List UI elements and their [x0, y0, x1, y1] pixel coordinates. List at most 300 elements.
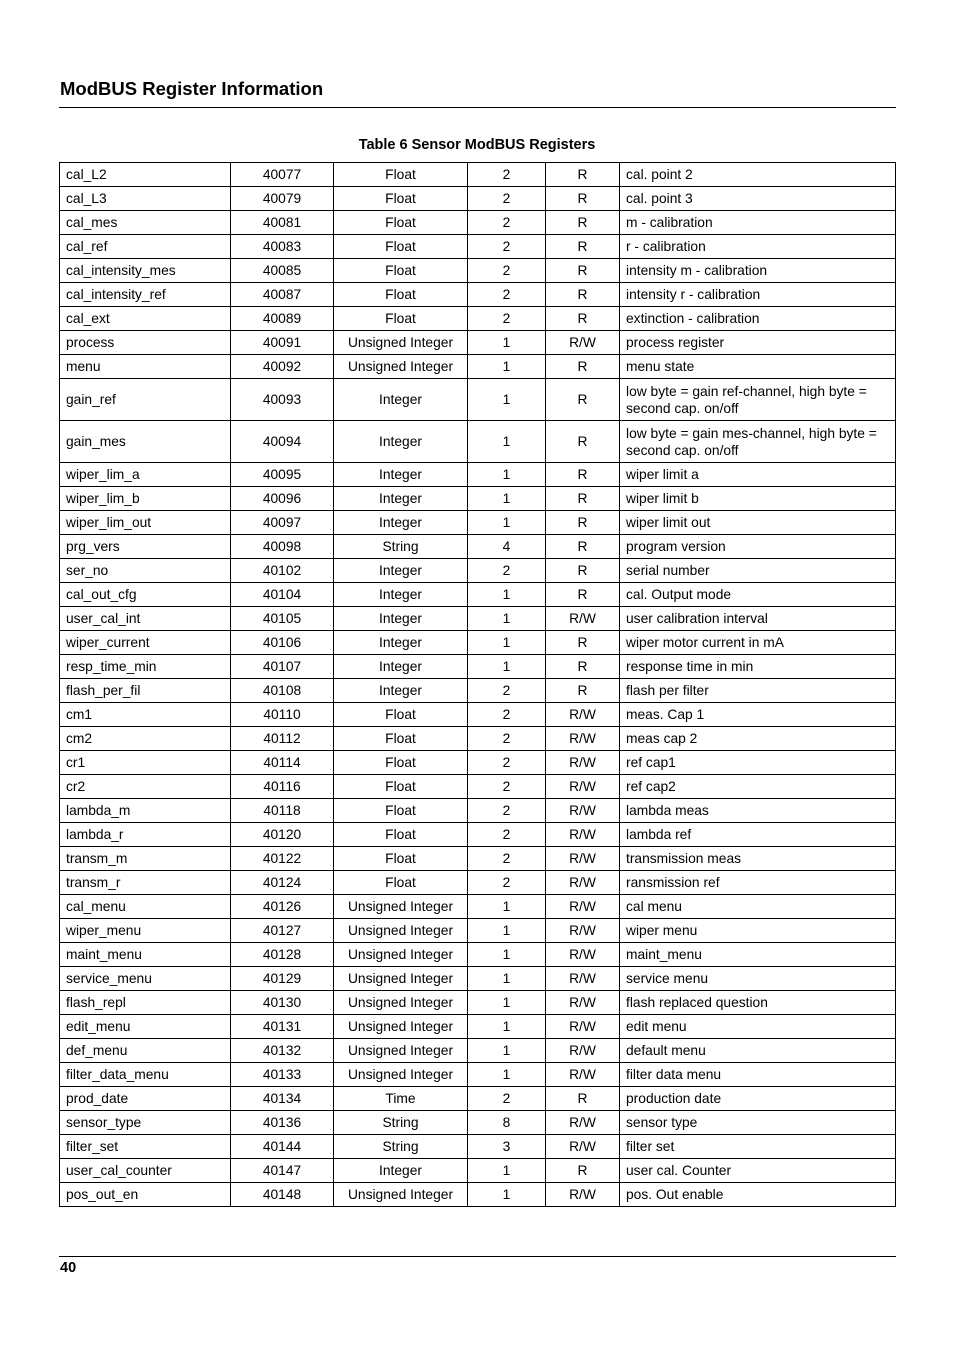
cell-description: cal. point 3 — [620, 187, 896, 211]
cell-description: ref cap2 — [620, 775, 896, 799]
cell-tag-name: wiper_lim_a — [60, 463, 231, 487]
cell-description: flash replaced question — [620, 991, 896, 1015]
cell-register: 40104 — [231, 583, 334, 607]
cell-data-type: Unsigned Integer — [334, 991, 468, 1015]
cell-description: ransmission ref — [620, 871, 896, 895]
cell-length: 4 — [468, 535, 546, 559]
cell-register: 40096 — [231, 487, 334, 511]
cell-read-write: R — [546, 307, 620, 331]
cell-data-type: Unsigned Integer — [334, 1183, 468, 1207]
cell-read-write: R/W — [546, 1015, 620, 1039]
cell-data-type: Float — [334, 751, 468, 775]
cell-tag-name: maint_menu — [60, 943, 231, 967]
cell-length: 1 — [468, 487, 546, 511]
cell-data-type: Time — [334, 1087, 468, 1111]
cell-tag-name: wiper_menu — [60, 919, 231, 943]
cell-read-write: R/W — [546, 703, 620, 727]
cell-register: 40136 — [231, 1111, 334, 1135]
cell-description: intensity r - calibration — [620, 283, 896, 307]
cell-read-write: R/W — [546, 727, 620, 751]
cell-register: 40116 — [231, 775, 334, 799]
cell-tag-name: user_cal_int — [60, 607, 231, 631]
cell-tag-name: cal_intensity_mes — [60, 259, 231, 283]
cell-length: 2 — [468, 307, 546, 331]
table-row — [60, 283, 896, 307]
cell-tag-name: cal_menu — [60, 895, 231, 919]
cell-description: service menu — [620, 967, 896, 991]
cell-register: 40129 — [231, 967, 334, 991]
header-divider — [59, 107, 896, 108]
cell-length: 1 — [468, 379, 546, 421]
cell-length: 2 — [468, 703, 546, 727]
cell-description: menu state — [620, 355, 896, 379]
cell-register: 40126 — [231, 895, 334, 919]
cell-length: 2 — [468, 823, 546, 847]
cell-read-write: R — [546, 655, 620, 679]
cell-register: 40105 — [231, 607, 334, 631]
cell-register: 40130 — [231, 991, 334, 1015]
cell-data-type: Float — [334, 163, 468, 187]
cell-read-write: R/W — [546, 823, 620, 847]
cell-description: extinction - calibration — [620, 307, 896, 331]
cell-tag-name: prg_vers — [60, 535, 231, 559]
cell-register: 40079 — [231, 187, 334, 211]
cell-register: 40110 — [231, 703, 334, 727]
cell-data-type: Float — [334, 871, 468, 895]
cell-register: 40085 — [231, 259, 334, 283]
cell-register: 40083 — [231, 235, 334, 259]
page-number: 40 — [60, 1260, 77, 1276]
footer-divider — [59, 1256, 896, 1257]
cell-data-type: Float — [334, 775, 468, 799]
cell-register: 40102 — [231, 559, 334, 583]
cell-data-type: Unsigned Integer — [334, 1063, 468, 1087]
cell-read-write: R/W — [546, 331, 620, 355]
modbus-register-table — [59, 162, 896, 1207]
table-row — [60, 1063, 896, 1087]
cell-description: filter set — [620, 1135, 896, 1159]
cell-description: low byte = gain ref-channel, high byte = second cap. on/off — [620, 379, 896, 421]
cell-register: 40128 — [231, 943, 334, 967]
table-row — [60, 307, 896, 331]
cell-tag-name: wiper_lim_b — [60, 487, 231, 511]
table-row — [60, 235, 896, 259]
cell-tag-name: cal_out_cfg — [60, 583, 231, 607]
cell-description: user calibration interval — [620, 607, 896, 631]
cell-register: 40132 — [231, 1039, 334, 1063]
cell-tag-name: cm1 — [60, 703, 231, 727]
cell-description: wiper motor current in mA — [620, 631, 896, 655]
table-row — [60, 187, 896, 211]
cell-register: 40092 — [231, 355, 334, 379]
cell-length: 1 — [468, 631, 546, 655]
cell-description: process register — [620, 331, 896, 355]
cell-description: program version — [620, 535, 896, 559]
cell-register: 40097 — [231, 511, 334, 535]
cell-read-write: R/W — [546, 847, 620, 871]
cell-register: 40127 — [231, 919, 334, 943]
cell-read-write: R/W — [546, 1039, 620, 1063]
cell-data-type: Unsigned Integer — [334, 943, 468, 967]
cell-read-write: R — [546, 163, 620, 187]
cell-read-write: R — [546, 679, 620, 703]
cell-register: 40112 — [231, 727, 334, 751]
cell-length: 2 — [468, 163, 546, 187]
cell-read-write: R — [546, 1087, 620, 1111]
cell-data-type: Unsigned Integer — [334, 919, 468, 943]
cell-tag-name: transm_m — [60, 847, 231, 871]
cell-read-write: R/W — [546, 799, 620, 823]
cell-length: 1 — [468, 1015, 546, 1039]
cell-description: default menu — [620, 1039, 896, 1063]
cell-description: low byte = gain mes-channel, high byte = second cap. on/off — [620, 421, 896, 463]
cell-tag-name: flash_repl — [60, 991, 231, 1015]
cell-register: 40094 — [231, 421, 334, 463]
cell-data-type: String — [334, 1111, 468, 1135]
table-row — [60, 1135, 896, 1159]
table-body — [60, 163, 896, 1207]
table-row — [60, 1183, 896, 1207]
cell-read-write: R/W — [546, 751, 620, 775]
cell-data-type: Integer — [334, 463, 468, 487]
cell-tag-name: cal_mes — [60, 211, 231, 235]
cell-register: 40089 — [231, 307, 334, 331]
table-row — [60, 355, 896, 379]
table-row — [60, 991, 896, 1015]
cell-description: meas cap 2 — [620, 727, 896, 751]
cell-tag-name: prod_date — [60, 1087, 231, 1111]
table-row — [60, 1159, 896, 1183]
cell-tag-name: cal_intensity_ref — [60, 283, 231, 307]
cell-read-write: R/W — [546, 1063, 620, 1087]
cell-tag-name: menu — [60, 355, 231, 379]
cell-read-write: R — [546, 187, 620, 211]
cell-length: 2 — [468, 283, 546, 307]
cell-register: 40093 — [231, 379, 334, 421]
cell-read-write: R — [546, 535, 620, 559]
cell-register: 40131 — [231, 1015, 334, 1039]
cell-description: sensor type — [620, 1111, 896, 1135]
cell-register: 40106 — [231, 631, 334, 655]
cell-data-type: Integer — [334, 607, 468, 631]
cell-tag-name: gain_ref — [60, 379, 231, 421]
table-row — [60, 163, 896, 187]
cell-length: 1 — [468, 463, 546, 487]
cell-tag-name: flash_per_fil — [60, 679, 231, 703]
cell-length: 1 — [468, 895, 546, 919]
cell-data-type: Unsigned Integer — [334, 895, 468, 919]
cell-data-type: Integer — [334, 583, 468, 607]
cell-register: 40107 — [231, 655, 334, 679]
cell-length: 1 — [468, 421, 546, 463]
cell-read-write: R — [546, 583, 620, 607]
cell-length: 1 — [468, 1063, 546, 1087]
table-row — [60, 1111, 896, 1135]
cell-length: 1 — [468, 583, 546, 607]
cell-data-type: Integer — [334, 559, 468, 583]
cell-data-type: Integer — [334, 379, 468, 421]
cell-read-write: R — [546, 379, 620, 421]
cell-length: 2 — [468, 679, 546, 703]
cell-data-type: Integer — [334, 421, 468, 463]
table-row — [60, 895, 896, 919]
cell-description: cal menu — [620, 895, 896, 919]
table-row — [60, 655, 896, 679]
table-row — [60, 559, 896, 583]
cell-read-write: R/W — [546, 895, 620, 919]
cell-read-write: R — [546, 463, 620, 487]
cell-length: 8 — [468, 1111, 546, 1135]
cell-data-type: Float — [334, 283, 468, 307]
cell-length: 2 — [468, 847, 546, 871]
cell-description: user cal. Counter — [620, 1159, 896, 1183]
cell-register: 40133 — [231, 1063, 334, 1087]
cell-read-write: R — [546, 259, 620, 283]
cell-data-type: Float — [334, 307, 468, 331]
cell-length: 1 — [468, 967, 546, 991]
cell-tag-name: wiper_current — [60, 631, 231, 655]
cell-data-type: Integer — [334, 487, 468, 511]
cell-data-type: Unsigned Integer — [334, 1015, 468, 1039]
table-row — [60, 703, 896, 727]
cell-tag-name: cal_L2 — [60, 163, 231, 187]
cell-data-type: Float — [334, 847, 468, 871]
cell-register: 40148 — [231, 1183, 334, 1207]
cell-tag-name: transm_r — [60, 871, 231, 895]
cell-description: transmission meas — [620, 847, 896, 871]
cell-description: lambda ref — [620, 823, 896, 847]
cell-length: 2 — [468, 235, 546, 259]
cell-tag-name: lambda_r — [60, 823, 231, 847]
cell-tag-name: service_menu — [60, 967, 231, 991]
cell-description: response time in min — [620, 655, 896, 679]
table-row — [60, 1087, 896, 1111]
cell-length: 2 — [468, 727, 546, 751]
cell-tag-name: sensor_type — [60, 1111, 231, 1135]
table-row — [60, 487, 896, 511]
cell-data-type: Integer — [334, 1159, 468, 1183]
cell-read-write: R — [546, 511, 620, 535]
cell-tag-name: lambda_m — [60, 799, 231, 823]
table-row — [60, 259, 896, 283]
table-row — [60, 211, 896, 235]
cell-length: 1 — [468, 1039, 546, 1063]
cell-length: 2 — [468, 259, 546, 283]
cell-description: production date — [620, 1087, 896, 1111]
cell-data-type: Unsigned Integer — [334, 967, 468, 991]
cell-description: intensity m - calibration — [620, 259, 896, 283]
cell-data-type: Integer — [334, 655, 468, 679]
cell-length: 1 — [468, 1183, 546, 1207]
cell-read-write: R/W — [546, 607, 620, 631]
table-row — [60, 535, 896, 559]
cell-read-write: R — [546, 487, 620, 511]
cell-length: 1 — [468, 607, 546, 631]
cell-data-type: Unsigned Integer — [334, 1039, 468, 1063]
cell-length: 2 — [468, 559, 546, 583]
cell-tag-name: wiper_lim_out — [60, 511, 231, 535]
cell-data-type: Float — [334, 211, 468, 235]
cell-read-write: R — [546, 235, 620, 259]
cell-tag-name: filter_set — [60, 1135, 231, 1159]
cell-description: ref cap1 — [620, 751, 896, 775]
cell-register: 40120 — [231, 823, 334, 847]
cell-read-write: R/W — [546, 991, 620, 1015]
cell-data-type: Unsigned Integer — [334, 331, 468, 355]
cell-read-write: R/W — [546, 1135, 620, 1159]
cell-length: 1 — [468, 991, 546, 1015]
cell-tag-name: cm2 — [60, 727, 231, 751]
table-row — [60, 799, 896, 823]
cell-read-write: R/W — [546, 967, 620, 991]
cell-tag-name: process — [60, 331, 231, 355]
cell-register: 40134 — [231, 1087, 334, 1111]
cell-description: wiper limit b — [620, 487, 896, 511]
cell-register: 40147 — [231, 1159, 334, 1183]
page-title: ModBUS Register Information — [60, 78, 324, 99]
cell-read-write: R — [546, 1159, 620, 1183]
cell-length: 1 — [468, 511, 546, 535]
table-row — [60, 679, 896, 703]
cell-description: wiper limit out — [620, 511, 896, 535]
cell-read-write: R/W — [546, 871, 620, 895]
cell-description: cal. Output mode — [620, 583, 896, 607]
cell-register: 40081 — [231, 211, 334, 235]
cell-length: 2 — [468, 799, 546, 823]
cell-register: 40114 — [231, 751, 334, 775]
table-row — [60, 331, 896, 355]
cell-description: maint_menu — [620, 943, 896, 967]
cell-data-type: Float — [334, 259, 468, 283]
table-row — [60, 1015, 896, 1039]
cell-register: 40087 — [231, 283, 334, 307]
cell-description: r - calibration — [620, 235, 896, 259]
cell-description: flash per filter — [620, 679, 896, 703]
cell-data-type: Float — [334, 823, 468, 847]
cell-description: meas. Cap 1 — [620, 703, 896, 727]
cell-length: 2 — [468, 187, 546, 211]
cell-data-type: Float — [334, 727, 468, 751]
cell-tag-name: cr2 — [60, 775, 231, 799]
cell-data-type: Float — [334, 703, 468, 727]
cell-tag-name: resp_time_min — [60, 655, 231, 679]
cell-description: serial number — [620, 559, 896, 583]
cell-read-write: R — [546, 631, 620, 655]
cell-read-write: R — [546, 283, 620, 307]
cell-read-write: R/W — [546, 1111, 620, 1135]
table-row — [60, 631, 896, 655]
cell-description: wiper menu — [620, 919, 896, 943]
table-row — [60, 607, 896, 631]
table-row — [60, 421, 896, 463]
cell-length: 2 — [468, 751, 546, 775]
table-row — [60, 919, 896, 943]
cell-read-write: R/W — [546, 775, 620, 799]
table-caption: Table 6 Sensor ModBUS Registers — [358, 137, 596, 153]
cell-data-type: Integer — [334, 511, 468, 535]
cell-description: edit menu — [620, 1015, 896, 1039]
cell-tag-name: filter_data_menu — [60, 1063, 231, 1087]
cell-read-write: R/W — [546, 1183, 620, 1207]
cell-tag-name: cr1 — [60, 751, 231, 775]
cell-tag-name: cal_L3 — [60, 187, 231, 211]
cell-description: pos. Out enable — [620, 1183, 896, 1207]
cell-read-write: R/W — [546, 919, 620, 943]
table-row — [60, 775, 896, 799]
table-row — [60, 943, 896, 967]
cell-description: cal. point 2 — [620, 163, 896, 187]
cell-tag-name: def_menu — [60, 1039, 231, 1063]
table-row — [60, 583, 896, 607]
cell-register: 40077 — [231, 163, 334, 187]
cell-data-type: Unsigned Integer — [334, 355, 468, 379]
cell-tag-name: cal_ext — [60, 307, 231, 331]
cell-read-write: R — [546, 421, 620, 463]
table-row — [60, 871, 896, 895]
cell-data-type: String — [334, 1135, 468, 1159]
cell-register: 40122 — [231, 847, 334, 871]
cell-tag-name: gain_mes — [60, 421, 231, 463]
cell-read-write: R — [546, 211, 620, 235]
cell-length: 1 — [468, 943, 546, 967]
cell-data-type: Float — [334, 799, 468, 823]
table-row — [60, 1039, 896, 1063]
cell-register: 40118 — [231, 799, 334, 823]
cell-register: 40144 — [231, 1135, 334, 1159]
table-row — [60, 379, 896, 421]
cell-register: 40095 — [231, 463, 334, 487]
cell-length: 1 — [468, 355, 546, 379]
cell-description: wiper limit a — [620, 463, 896, 487]
table-row — [60, 727, 896, 751]
cell-register: 40108 — [231, 679, 334, 703]
table-row — [60, 463, 896, 487]
table-row — [60, 823, 896, 847]
cell-length: 1 — [468, 1159, 546, 1183]
cell-length: 2 — [468, 775, 546, 799]
cell-read-write: R/W — [546, 943, 620, 967]
cell-register: 40091 — [231, 331, 334, 355]
cell-data-type: Float — [334, 187, 468, 211]
table-row — [60, 751, 896, 775]
cell-length: 1 — [468, 919, 546, 943]
cell-length: 2 — [468, 1087, 546, 1111]
cell-length: 1 — [468, 655, 546, 679]
cell-tag-name: user_cal_counter — [60, 1159, 231, 1183]
cell-data-type: Integer — [334, 679, 468, 703]
cell-length: 2 — [468, 871, 546, 895]
table-row — [60, 847, 896, 871]
table-row — [60, 511, 896, 535]
cell-length: 2 — [468, 211, 546, 235]
cell-description: lambda meas — [620, 799, 896, 823]
cell-data-type: Integer — [334, 631, 468, 655]
cell-read-write: R — [546, 355, 620, 379]
cell-read-write: R — [546, 559, 620, 583]
cell-description: m - calibration — [620, 211, 896, 235]
cell-tag-name: edit_menu — [60, 1015, 231, 1039]
cell-description: filter data menu — [620, 1063, 896, 1087]
cell-register: 40124 — [231, 871, 334, 895]
cell-length: 1 — [468, 331, 546, 355]
cell-tag-name: cal_ref — [60, 235, 231, 259]
cell-data-type: Float — [334, 235, 468, 259]
cell-tag-name: pos_out_en — [60, 1183, 231, 1207]
cell-length: 3 — [468, 1135, 546, 1159]
cell-data-type: String — [334, 535, 468, 559]
cell-tag-name: ser_no — [60, 559, 231, 583]
table-row — [60, 967, 896, 991]
